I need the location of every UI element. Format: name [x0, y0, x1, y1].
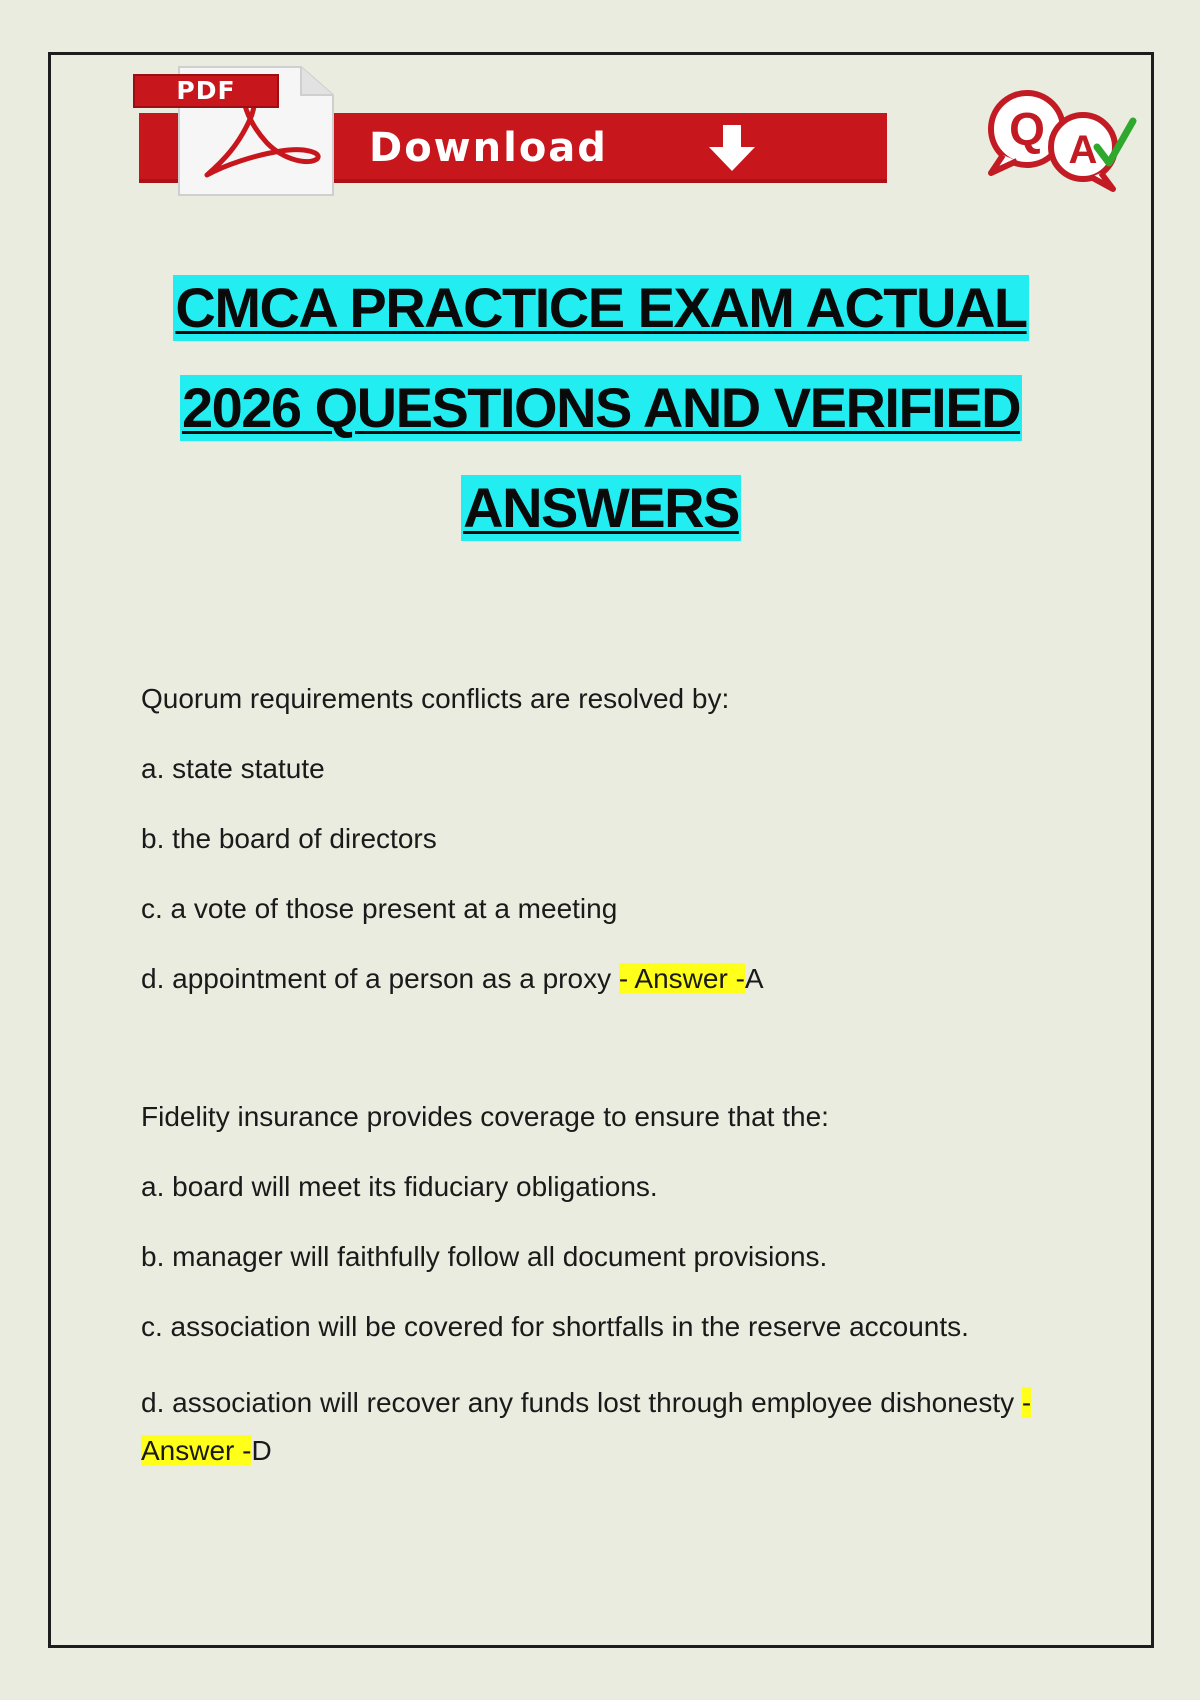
question-1-option-d: d. appointment of a person as a proxy [141, 963, 612, 994]
qa-logo-a: A [1068, 128, 1098, 172]
question-2-option-b: b. manager will faithfully follow all document provisions. [141, 1241, 828, 1272]
question-1-option-a: a. state statute [141, 753, 325, 784]
title-line-2: 2026 QUESTIONS AND VERIFIED [181, 376, 1021, 439]
question-2-option-a: a. board will meet its fiduciary obligations. [141, 1171, 658, 1202]
download-arrow-icon[interactable] [705, 123, 759, 173]
download-label[interactable]: Download [369, 125, 608, 171]
question-2-answer: D [251, 1435, 272, 1466]
question-2-option-d: d. association will recover any funds lost through employee dishonesty [141, 1387, 1015, 1418]
pdf-tab-label: PDF [133, 74, 279, 108]
answer-marker-part1: - [1021, 1387, 1032, 1418]
question-1-option-b: b. the board of directors [141, 823, 437, 854]
qa-check-icon [983, 85, 1139, 195]
question-1-option-d-row [141, 961, 1101, 1031]
question-2-prompt: Fidelity insurance provides coverage to ensure that the: [141, 1101, 829, 1132]
answer-marker: - Answer - [618, 963, 745, 994]
document-title [51, 275, 1151, 575]
question-1-answer: A [744, 963, 764, 994]
pdf-download-banner[interactable] [89, 65, 889, 240]
title-line-1: CMCA PRACTICE EXAM ACTUAL [175, 276, 1027, 339]
questions-list [141, 681, 1101, 1475]
qa-logo-q: Q [1009, 103, 1045, 155]
question-2-option-c: c. association will be covered for shortfalls in the reserve accounts. [141, 1311, 969, 1342]
page-frame [48, 52, 1154, 1648]
title-line-3: ANSWERS [463, 476, 739, 539]
answer-marker-part2: Answer - [141, 1435, 252, 1466]
question-1-option-c: c. a vote of those present at a meeting [141, 893, 618, 924]
question-1-prompt: Quorum requirements conflicts are resolved by: [141, 683, 730, 714]
question-2-option-d-row [141, 1379, 1101, 1475]
